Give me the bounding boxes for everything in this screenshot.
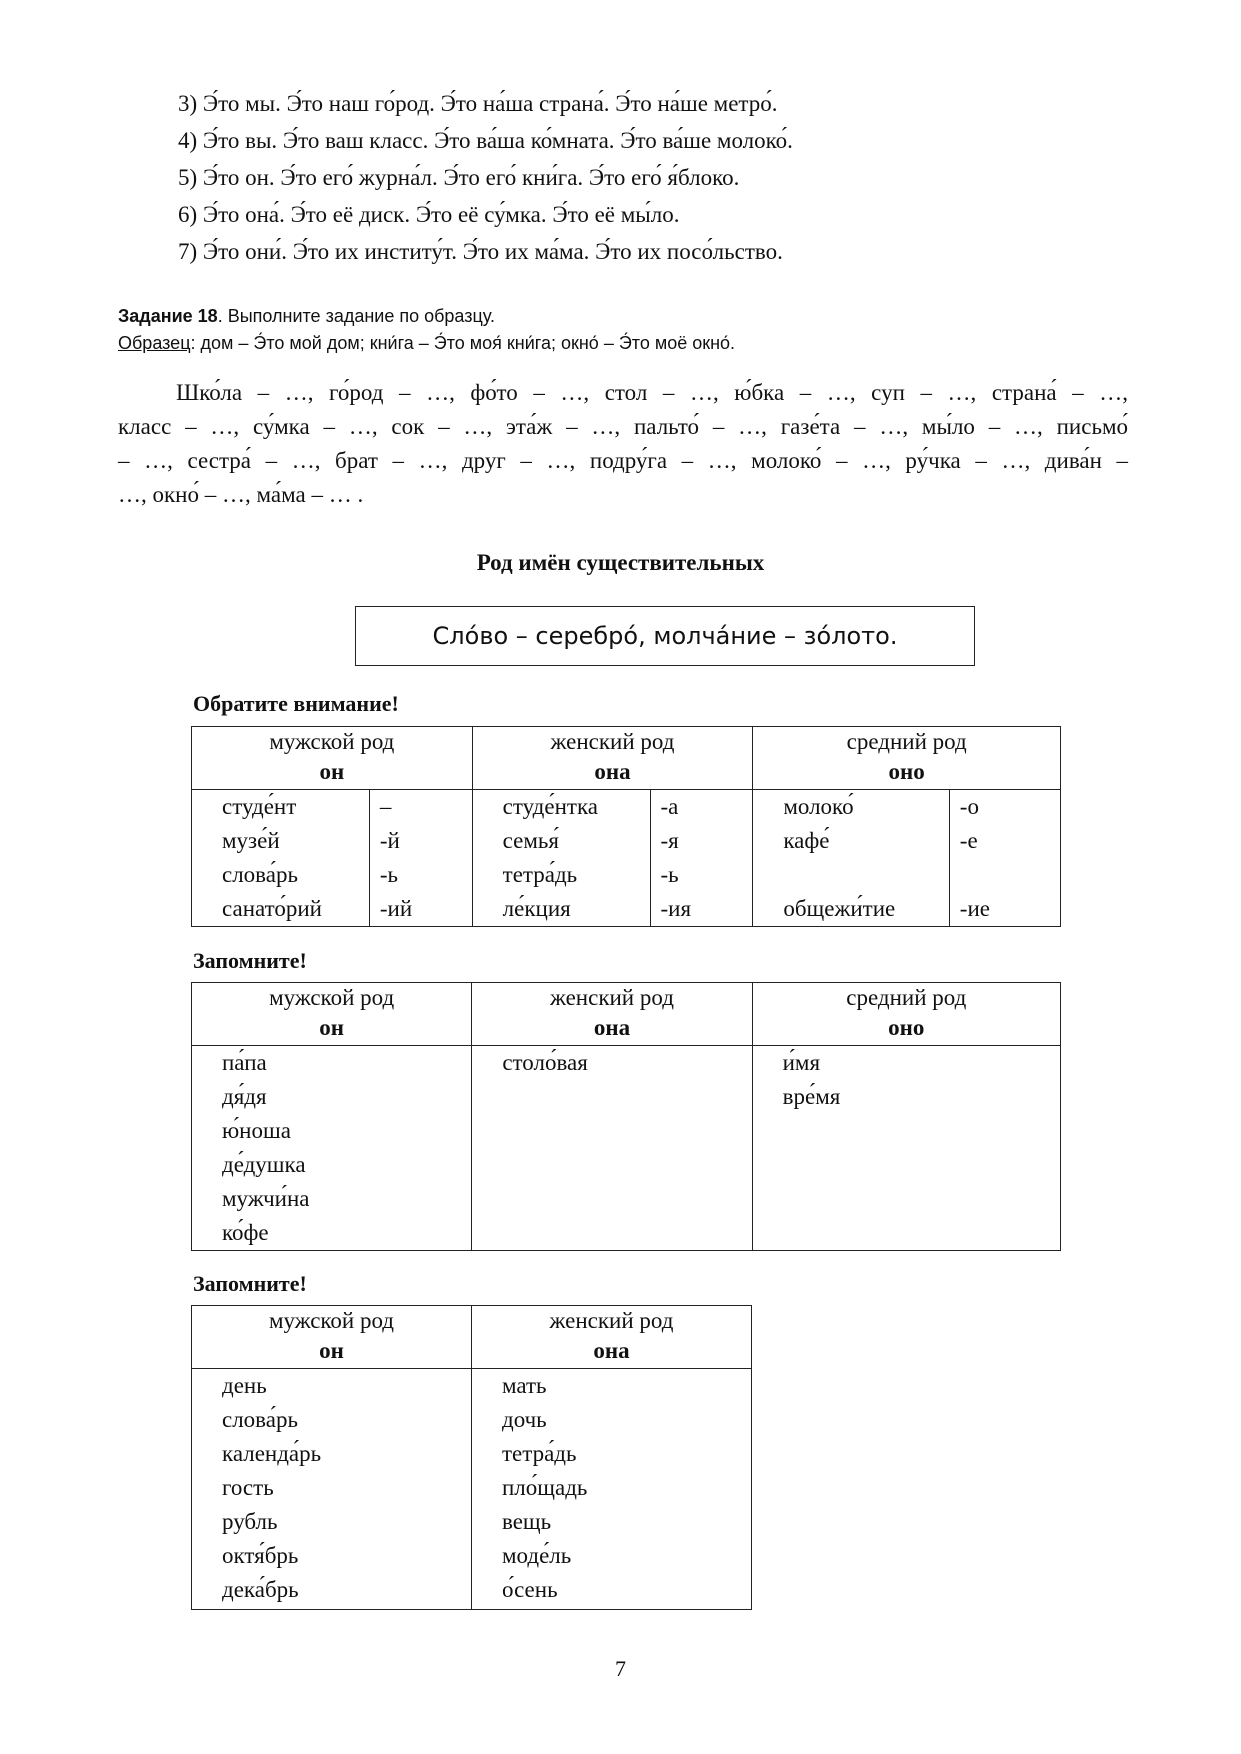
header-pronoun: она <box>593 1015 631 1040</box>
task-heading <box>118 306 495 327</box>
ending: – <box>379 794 392 819</box>
table3-label: Запомните! <box>193 1271 307 1296</box>
table-header-row <box>192 1306 752 1369</box>
word <box>783 858 948 892</box>
neut-words <box>752 1046 1060 1251</box>
header-pronoun: он <box>319 1338 344 1363</box>
exercise-line: класс – …, су́мка – …, сок – …, эта́ж – …, пальто́ – …, газе́та – …, мы́ло – …, письмо́ <box>118 414 1128 439</box>
header-gender: средний род <box>846 985 967 1010</box>
sentence-6: 6) Э́то она́. Э́то её диск. Э́то её су́мка. Э́то её мы́ло. <box>178 202 680 227</box>
proverb-box <box>355 606 975 666</box>
ending: -ь <box>660 862 679 887</box>
word: о́сень <box>502 1577 558 1602</box>
word: пло́щадь <box>502 1475 588 1500</box>
example-label: Образец <box>118 333 191 353</box>
ending: -е <box>959 828 978 853</box>
word: календа́рь <box>222 1441 322 1466</box>
word: мать <box>502 1373 547 1398</box>
table-header-row <box>192 727 1061 790</box>
word: де́душка <box>222 1152 306 1177</box>
word: слова́рь <box>222 1407 298 1432</box>
word: студе́нтка <box>502 794 598 819</box>
table-row <box>192 1369 752 1610</box>
ending: -я <box>660 828 679 853</box>
word: столо́вая <box>502 1050 588 1075</box>
header-pronoun: оно <box>888 759 925 784</box>
header-fem <box>472 983 752 1046</box>
exceptions-table <box>191 982 1061 1251</box>
ending: -й <box>379 828 400 853</box>
task-example <box>118 333 735 354</box>
sentence-3: 3) Э́то мы. Э́то наш го́род. Э́то на́ша страна́. Э́то на́ше метро́. <box>178 91 778 116</box>
proverb-text: Сло́во – серебро́, молча́ние – зо́лото. <box>432 622 898 650</box>
table-header-row <box>192 983 1061 1046</box>
word: гость <box>222 1475 274 1500</box>
word: день <box>222 1373 267 1398</box>
ending: -а <box>660 794 679 819</box>
table2-label: Запомните! <box>193 948 307 973</box>
masc-words <box>192 790 370 927</box>
task-instruction: . Выполните задание по образцу. <box>217 306 496 326</box>
exercise-paragraph <box>118 376 1128 512</box>
word: октя́брь <box>222 1543 299 1568</box>
ending: -ия <box>660 896 692 921</box>
masc-words <box>192 1046 472 1251</box>
sentence-5: 5) Э́то он. Э́то его́ журна́л. Э́то его́ кни́га. Э́то его́ я́блоко. <box>178 165 740 190</box>
header-gender: мужской род <box>269 729 395 754</box>
task-number: Задание 18 <box>118 306 218 326</box>
sentence-4: 4) Э́то вы. Э́то ваш класс. Э́то ва́ша ко́мната. Э́то ва́ше молоко́. <box>178 128 793 153</box>
header-masc <box>192 983 472 1046</box>
word: музе́й <box>222 828 280 853</box>
word: молоко́ <box>783 794 854 819</box>
sentence-7: 7) Э́то они́. Э́то их институ́т. Э́то их ма́ма. Э́то их посо́льство. <box>178 239 783 264</box>
ending: -о <box>959 794 979 819</box>
word: ю́ноша <box>222 1118 291 1143</box>
ending: -ие <box>959 896 990 921</box>
word: ко́фе <box>222 1220 269 1245</box>
ending <box>960 858 1060 892</box>
word: ле́кция <box>502 896 571 921</box>
header-gender: мужской род <box>269 985 395 1010</box>
header-fem <box>472 727 753 790</box>
header-pronoun: оно <box>888 1015 925 1040</box>
word: вре́мя <box>782 1084 841 1109</box>
header-pronoun: он <box>319 759 345 784</box>
fem-words <box>472 1046 752 1251</box>
word: и́мя <box>782 1050 821 1075</box>
exercise-line: – …, сестра́ – …, брат – …, друг – …, подру́га – …, молоко́ – …, ру́чка – …, дива́н – <box>118 448 1128 473</box>
header-gender: женский род <box>549 1308 674 1333</box>
header-neut <box>753 727 1061 790</box>
header-gender: женский род <box>550 729 675 754</box>
word: вещь <box>502 1509 552 1534</box>
word: моде́ль <box>502 1543 572 1568</box>
word: студе́нт <box>222 794 297 819</box>
header-pronoun: она <box>593 1338 630 1363</box>
header-gender: средний род <box>846 729 967 754</box>
header-pronoun: она <box>594 759 631 784</box>
soft-sign-table <box>191 1305 752 1610</box>
example-text: : дом – Э́то мой дом; кни́га – Э́то моя́ кни́га; окно́ – Э́то моё окно́. <box>190 333 736 353</box>
neut-words <box>753 790 949 927</box>
word: санато́рий <box>222 896 322 921</box>
page-number: 7 <box>615 1656 626 1681</box>
header-masc <box>192 1306 472 1369</box>
word: мужчи́на <box>222 1186 310 1211</box>
word: кафе́ <box>783 828 830 853</box>
exercise-line: …, окно́ – …, ма́ма – … . <box>118 482 364 507</box>
fem-endings <box>650 790 753 927</box>
section-title: Род имён существительных <box>476 550 765 575</box>
header-neut <box>752 983 1060 1046</box>
table1-label: Обратите внимание! <box>193 691 399 716</box>
word: рубль <box>222 1509 278 1534</box>
word: общежи́тие <box>783 896 896 921</box>
header-gender: женский род <box>550 985 674 1010</box>
header-masc <box>192 727 473 790</box>
masc-words <box>192 1369 472 1610</box>
ending: -ь <box>379 862 399 887</box>
word: дя́дя <box>222 1084 267 1109</box>
ending: -ий <box>379 896 413 921</box>
gender-endings-table <box>191 726 1061 927</box>
word: тетра́дь <box>502 1441 577 1466</box>
word: семья́ <box>502 828 559 853</box>
word: дека́брь <box>222 1577 299 1602</box>
word: дочь <box>502 1407 547 1432</box>
fem-words <box>472 1369 752 1610</box>
table-row <box>192 790 1061 927</box>
neut-endings <box>949 790 1060 927</box>
word: тетра́дь <box>502 862 578 887</box>
header-pronoun: он <box>319 1015 345 1040</box>
word: па́па <box>222 1050 267 1075</box>
header-gender: мужской род <box>268 1308 395 1333</box>
word: слова́рь <box>222 862 298 887</box>
fem-words <box>472 790 650 927</box>
masc-endings <box>369 790 472 927</box>
header-fem <box>472 1306 752 1369</box>
exercise-line: Шко́ла – …, го́род – …, фо́то – …, стол – …, ю́бка – …, суп – …, страна́ – …, <box>176 380 1128 405</box>
table-row <box>192 1046 1061 1251</box>
